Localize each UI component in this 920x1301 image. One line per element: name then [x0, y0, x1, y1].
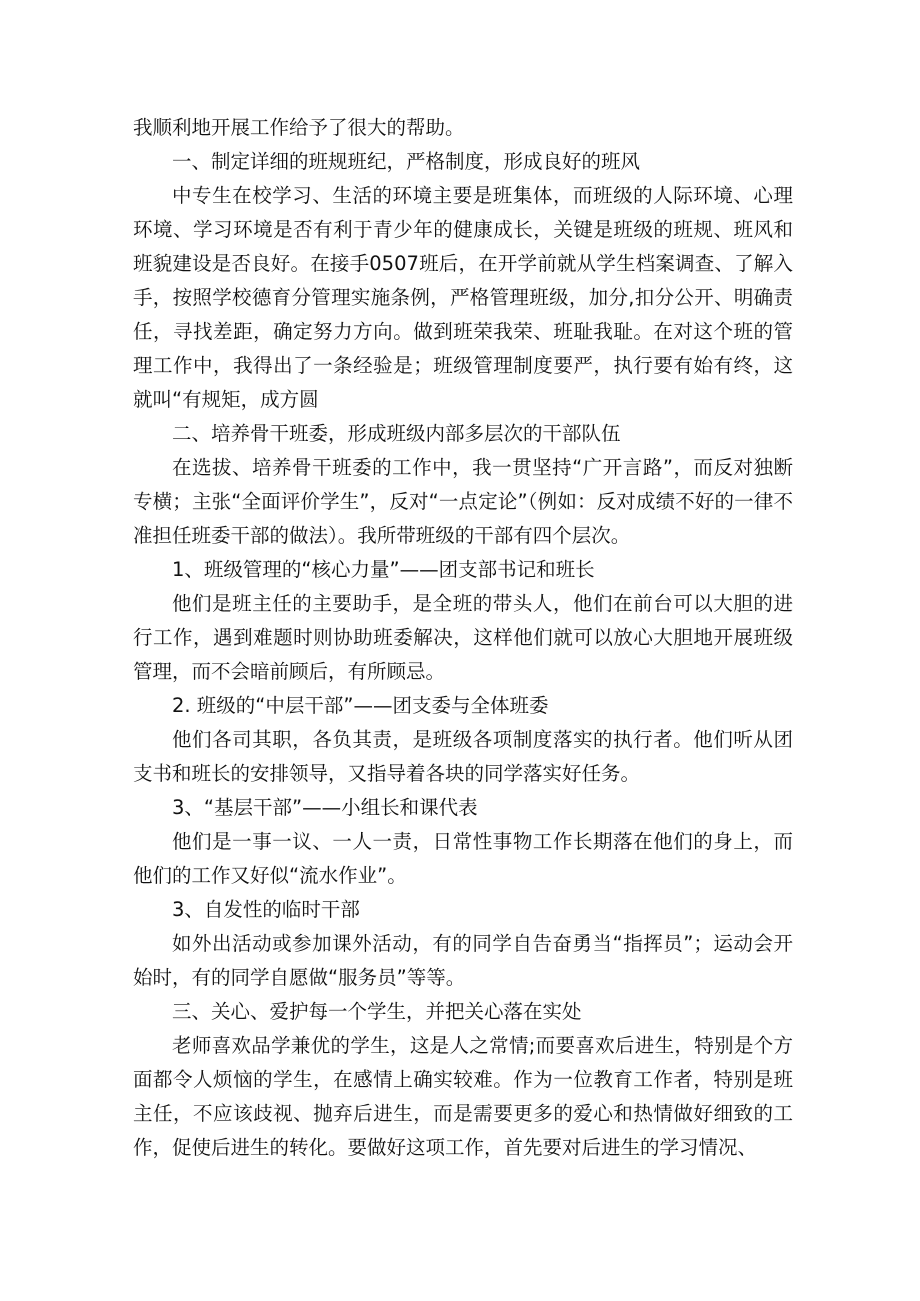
heading-section-two: 二、培养骨干班委，形成班级内部多层次的干部队伍 — [172, 422, 621, 445]
subheading-grassroots-cadre: 3、“基层干部”——小组长和课代表 — [172, 796, 478, 819]
subheading-middle-cadre: 2. 班级的“中层干部”——团支委与全体班委 — [172, 694, 549, 717]
paragraph-care-students: 老师喜欢品学兼优的学生，这是人之常情;而要喜欢后进生，特别是个方面都令人烦恼的学生，在感情上确实较难。作为一位教育工作者，特别是班主任，不应该歧视、抛弃后进生，而是需要更多的爱心和热情做好细致的工作，促使后进生的转化。要做好这项工作，首先要对后进生的学习情况、 — [133, 1034, 793, 1159]
heading-section-one: 一、制定详细的班规班纪，严格制度，形成良好的班风 — [172, 150, 641, 173]
paragraph-middle-cadre: 他们各司其职，各负其责，是班级各项制度落实的执行者。他们听从团支书和班长的安排领导，又指导着各块的同学落实好任务。 — [133, 728, 793, 785]
heading-section-three: 三、关心、爱护每一个学生，并把关心落在实处 — [172, 1000, 582, 1023]
paragraph-temporary-cadre: 如外出活动或参加课外活动，有的同学自告奋勇当“指挥员”；运动会开始时，有的同学自愿做“服务员”等等。 — [133, 932, 793, 989]
subheading-temporary-cadre: 3、自发性的临时干部 — [172, 898, 360, 921]
paragraph-core-force: 他们是班主任的主要助手，是全班的带头人，他们在前台可以大胆的进行工作，遇到难题时则协助班委解决，这样他们就可以放心大胆地开展班级管理，而不会暗前顾后，有所顾忌。 — [133, 592, 793, 683]
document-body — [133, 111, 793, 1165]
paragraph-grassroots-cadre: 他们是一事一议、一人一责，日常性事物工作长期落在他们的身上，而他们的工作又好似“流水作业”。 — [133, 830, 793, 887]
paragraph-cadre-selection: 在选拔、培养骨干班委的工作中，我一贯坚持“广开言路”，而反对独断专横；主张“全面评价学生”，反对“一点定论”（例如：反对成绩不好的一律不准担任班委干部的做法）。我所带班级的干部有四个层次。 — [133, 456, 793, 547]
paragraph-class-rules: 中专生在校学习、生活的环境主要是班集体，而班级的人际环境、心理环境、学习环境是否有利于青少年的健康成长，关键是班级的班规、班风和班貌建设是否良好。在接手0507班后，在开学前就从学生档案调查、了解入手，按照学校德育分管理实施条例，严格管理班级，加分,扣分公开、明确责任，寻找差距，确定努力方向。做到班荣我荣、班耻我耻。在对这个班的管理工作中，我得出了一条经验是；班级管理制度要严，执行要有始有终，这就叫“有规矩，成方圆 — [133, 184, 793, 411]
paragraph-continuation: 我顺利地开展工作给予了很大的帮助。 — [133, 116, 465, 139]
subheading-core-force: 1、班级管理的“核心力量”——团支部书记和班长 — [172, 558, 595, 581]
